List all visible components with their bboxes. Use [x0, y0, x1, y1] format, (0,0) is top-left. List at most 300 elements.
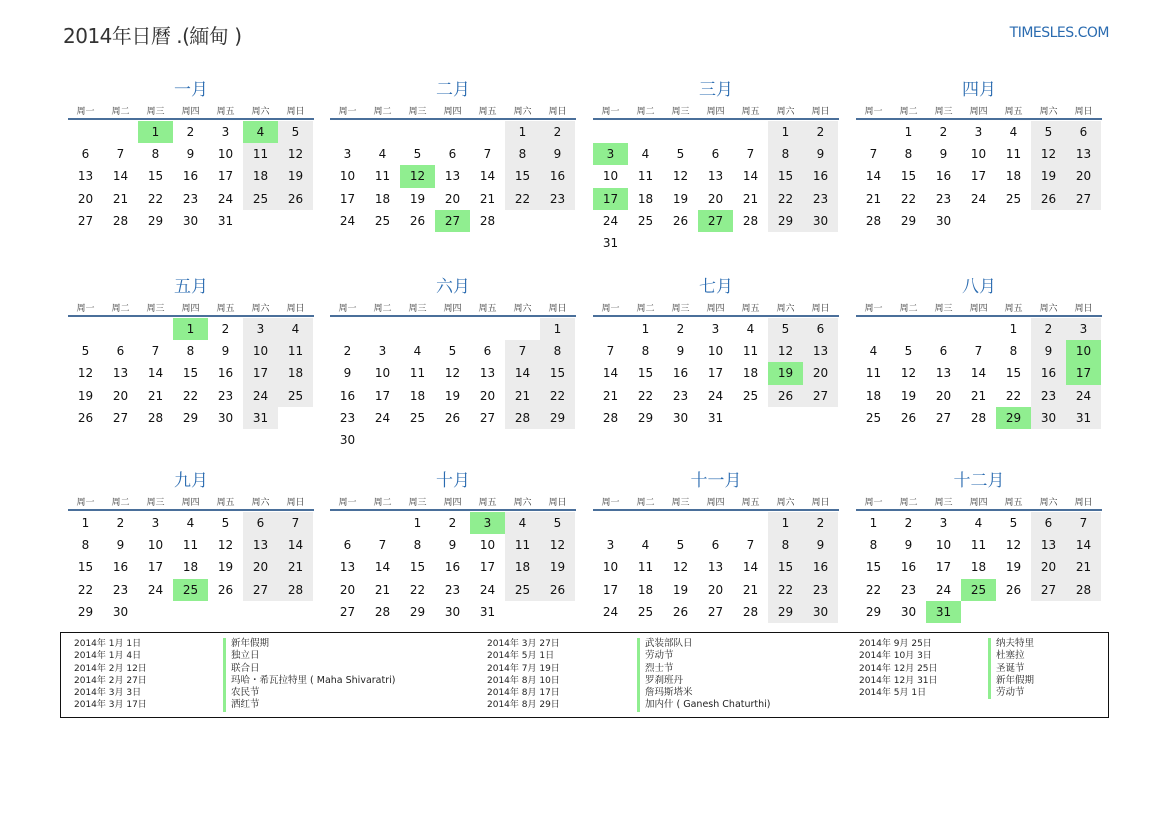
weekday-label: 周一 — [76, 304, 95, 314]
holiday-name: 劳动节 — [988, 687, 1034, 699]
day-cell: 28 — [514, 410, 531, 425]
day-cell: 28 — [865, 213, 882, 228]
day-cell: 22 — [182, 388, 199, 403]
day-cell: 18 — [970, 560, 987, 575]
weekday-label: 周五 — [216, 498, 235, 508]
day-cell: 5 — [553, 516, 562, 530]
day-cell: 5 — [291, 125, 300, 139]
weekday-label: 周三 — [408, 107, 427, 117]
day-cell: 21 — [970, 388, 987, 403]
weekday-label: 周五 — [478, 498, 497, 508]
holiday-day-cell: 27 — [698, 210, 733, 232]
day-cell: 26 — [409, 213, 426, 228]
day-cell: 5 — [676, 538, 685, 553]
day-cell: 27 — [707, 604, 724, 619]
day-cell: 3 — [221, 125, 230, 139]
day-cell: 9 — [676, 344, 685, 359]
day-cell: 18 — [409, 388, 426, 403]
weekday-label: 周二 — [111, 498, 130, 508]
holiday-day-cell: 17 — [1066, 362, 1101, 384]
day-cell: 28 — [147, 410, 164, 425]
day-cell: 19 — [444, 388, 461, 403]
day-cell: 12 — [900, 366, 917, 381]
day-cell: 12 — [672, 169, 689, 184]
weekday-label: 周二 — [111, 304, 130, 314]
holiday-name: 农民节 — [223, 687, 395, 699]
weekday-label: 周四 — [443, 498, 462, 508]
day-cell: 16 — [935, 169, 952, 184]
day-cell: 29 — [549, 410, 566, 425]
holiday-date: 2014年 2月 12日 — [74, 663, 147, 674]
holiday-date: 2014年 3月 3日 — [74, 688, 142, 699]
holiday-name: 武装部队日 — [637, 638, 771, 650]
holiday-name: 詹玛斯塔米 — [637, 687, 771, 699]
day-cell: 9 — [221, 344, 230, 359]
weekday-label: 周一 — [864, 107, 883, 117]
day-cell: 22 — [409, 582, 426, 597]
day-cell: 30 — [444, 604, 461, 619]
weekday-label: 周二 — [899, 498, 918, 508]
weekday-label: 周日 — [548, 304, 567, 314]
day-cell: 5 — [221, 516, 230, 530]
holiday-name: 联合日 — [223, 663, 395, 675]
weekday-label: 周五 — [741, 498, 760, 508]
holiday-name-column — [988, 638, 1034, 699]
day-cell: 9 — [816, 147, 825, 162]
day-cell: 9 — [1044, 344, 1053, 359]
weekday-label: 周日 — [286, 107, 305, 117]
day-cell: 12 — [549, 538, 566, 553]
day-cell: 27 — [252, 582, 269, 597]
day-cell: 2 — [816, 516, 825, 530]
day-cell: 13 — [479, 366, 496, 381]
weekday-label: 周一 — [338, 498, 357, 508]
weekday-label: 周三 — [146, 498, 165, 508]
day-cell: 6 — [939, 344, 948, 359]
day-cell: 30 — [812, 213, 829, 228]
holiday-day-cell: 27 — [435, 210, 470, 232]
day-cell: 1 — [518, 125, 527, 139]
day-cell: 17 — [339, 191, 356, 206]
day-cell: 26 — [1040, 191, 1057, 206]
day-cell: 7 — [518, 344, 527, 359]
day-cell: 23 — [812, 191, 829, 206]
weekday-label: 周五 — [741, 107, 760, 117]
day-cell: 14 — [865, 169, 882, 184]
day-cell: 20 — [112, 388, 129, 403]
day-cell: 4 — [641, 538, 650, 553]
holiday-date: 2014年 9月 25日 — [859, 639, 932, 649]
day-cell: 31 — [707, 410, 724, 425]
day-cell: 10 — [707, 344, 724, 359]
holiday-name: 圣诞节 — [988, 663, 1034, 675]
day-cell: 8 — [781, 538, 790, 553]
day-cell: 20 — [812, 366, 829, 381]
day-cell: 31 — [217, 213, 234, 228]
day-cell: 1 — [413, 516, 422, 530]
holiday-date: 2014年 5月 1日 — [487, 651, 555, 662]
day-cell: 8 — [904, 147, 913, 162]
weekday-label: 周六 — [1039, 107, 1058, 117]
day-cell: 11 — [1005, 147, 1022, 162]
day-cell: 8 — [869, 538, 878, 553]
day-cell: 7 — [291, 516, 300, 530]
day-cell: 1 — [904, 125, 913, 139]
day-cell: 22 — [637, 388, 654, 403]
day-cell: 23 — [1040, 388, 1057, 403]
day-cell: 16 — [112, 560, 129, 575]
weekday-label: 周三 — [671, 107, 690, 117]
day-cell: 1 — [781, 125, 790, 139]
day-cell: 24 — [935, 582, 952, 597]
month-name: 六月 — [436, 277, 470, 297]
day-cell: 19 — [672, 191, 689, 206]
day-cell: 8 — [781, 147, 790, 162]
day-cell: 30 — [182, 213, 199, 228]
day-cell: 27 — [479, 410, 496, 425]
weekday-label: 周五 — [1004, 107, 1023, 117]
day-cell: 23 — [339, 410, 356, 425]
weekday-label: 周四 — [706, 107, 725, 117]
day-cell: 10 — [602, 169, 619, 184]
holiday-day-cell: 3 — [470, 512, 505, 534]
day-cell: 19 — [77, 388, 94, 403]
day-cell: 17 — [602, 582, 619, 597]
day-cell: 2 — [553, 125, 562, 139]
day-cell: 11 — [970, 538, 987, 553]
day-cell: 17 — [707, 366, 724, 381]
day-cell: 21 — [514, 388, 531, 403]
day-cell: 31 — [1075, 410, 1092, 425]
day-cell: 27 — [935, 410, 952, 425]
day-cell: 28 — [1075, 582, 1092, 597]
day-cell: 12 — [1005, 538, 1022, 553]
holiday-date: 2014年 8月 17日 — [487, 688, 560, 699]
day-cell: 11 — [742, 344, 759, 359]
day-cell: 30 — [217, 410, 234, 425]
holiday-list — [60, 632, 1109, 718]
day-cell: 26 — [672, 213, 689, 228]
day-cell: 4 — [1009, 125, 1018, 139]
day-cell: 29 — [900, 213, 917, 228]
day-cell: 24 — [970, 191, 987, 206]
weekday-label: 周二 — [636, 107, 655, 117]
day-cell: 3 — [151, 516, 160, 530]
holiday-name: 洒红节 — [223, 699, 395, 711]
day-cell: 18 — [252, 169, 269, 184]
month-name: 十一月 — [690, 471, 742, 491]
day-cell: 6 — [711, 538, 720, 553]
day-cell: 1 — [869, 516, 878, 530]
day-cell: 22 — [865, 582, 882, 597]
day-cell: 15 — [409, 560, 426, 575]
day-cell: 21 — [287, 560, 304, 575]
holiday-date: 2014年 1月 1日 — [74, 639, 142, 649]
day-cell: 17 — [252, 366, 269, 381]
day-cell: 26 — [217, 582, 234, 597]
weekday-label: 周三 — [146, 304, 165, 314]
day-cell: 25 — [514, 582, 531, 597]
day-cell: 10 — [374, 366, 391, 381]
day-cell: 12 — [77, 366, 94, 381]
day-cell: 30 — [812, 604, 829, 619]
day-cell: 21 — [602, 388, 619, 403]
weekday-label: 周四 — [706, 498, 725, 508]
day-cell: 17 — [970, 169, 987, 184]
weekday-label: 周三 — [671, 304, 690, 314]
day-cell: 6 — [816, 322, 825, 336]
day-cell: 8 — [553, 344, 562, 359]
day-cell: 16 — [812, 169, 829, 184]
day-cell: 6 — [1079, 125, 1088, 139]
day-cell: 9 — [343, 366, 352, 381]
day-cell: 15 — [514, 169, 531, 184]
day-cell: 24 — [602, 604, 619, 619]
day-cell: 11 — [287, 344, 304, 359]
day-cell: 26 — [287, 191, 304, 206]
day-cell: 16 — [1040, 366, 1057, 381]
day-cell: 16 — [339, 388, 356, 403]
weekday-label: 周一 — [338, 304, 357, 314]
day-cell: 27 — [339, 604, 356, 619]
day-cell: 7 — [378, 538, 387, 553]
day-cell: 15 — [147, 169, 164, 184]
day-cell: 25 — [742, 388, 759, 403]
day-cell: 15 — [900, 169, 917, 184]
day-cell: 5 — [904, 344, 913, 359]
day-cell: 16 — [812, 560, 829, 575]
day-cell: 22 — [1005, 388, 1022, 403]
weekday-label: 周三 — [146, 107, 165, 117]
weekday-label: 周五 — [1004, 498, 1023, 508]
month-name: 五月 — [174, 277, 208, 297]
day-cell: 18 — [637, 582, 654, 597]
day-cell: 11 — [252, 147, 269, 162]
holiday-name: 烈士节 — [637, 663, 771, 675]
day-cell: 25 — [865, 410, 882, 425]
day-cell: 21 — [865, 191, 882, 206]
weekday-label: 周五 — [216, 107, 235, 117]
day-cell: 13 — [252, 538, 269, 553]
day-cell: 24 — [374, 410, 391, 425]
day-cell: 18 — [287, 366, 304, 381]
holiday-day-cell: 25 — [961, 579, 996, 601]
day-cell: 30 — [935, 213, 952, 228]
day-cell: 10 — [479, 538, 496, 553]
weekday-label: 周一 — [76, 498, 95, 508]
day-cell: 15 — [777, 560, 794, 575]
holiday-name: 劳动节 — [637, 650, 771, 662]
day-cell: 21 — [112, 191, 129, 206]
day-cell: 14 — [374, 560, 391, 575]
day-cell: 1 — [553, 322, 562, 336]
weekday-label: 周六 — [513, 498, 532, 508]
holiday-name: 新年假期 — [988, 675, 1034, 687]
day-cell: 7 — [869, 147, 878, 162]
day-cell: 25 — [287, 388, 304, 403]
day-cell: 13 — [77, 169, 94, 184]
month-divider — [68, 118, 314, 120]
holiday-date-column — [74, 638, 147, 712]
weekday-label: 周二 — [373, 498, 392, 508]
weekday-label: 周五 — [478, 107, 497, 117]
day-cell: 29 — [77, 604, 94, 619]
weekday-label: 周二 — [373, 304, 392, 314]
day-cell: 12 — [217, 538, 234, 553]
day-cell: 7 — [151, 344, 160, 359]
day-cell: 4 — [186, 516, 195, 530]
day-cell: 28 — [479, 213, 496, 228]
weekday-label: 周四 — [706, 304, 725, 314]
weekday-label: 周六 — [513, 107, 532, 117]
day-cell: 2 — [116, 516, 125, 530]
weekday-label: 周一 — [338, 107, 357, 117]
day-cell: 18 — [742, 366, 759, 381]
day-cell: 3 — [343, 147, 352, 162]
day-cell: 28 — [970, 410, 987, 425]
day-cell: 1 — [81, 516, 90, 530]
day-cell: 13 — [1075, 147, 1092, 162]
day-cell: 20 — [444, 191, 461, 206]
day-cell: 31 — [479, 604, 496, 619]
month-divider — [856, 315, 1102, 317]
holiday-date: 2014年 7月 19日 — [487, 663, 560, 674]
day-cell: 25 — [637, 604, 654, 619]
day-cell: 20 — [1075, 169, 1092, 184]
month-name: 十月 — [436, 471, 470, 491]
weekday-label: 周一 — [601, 498, 620, 508]
day-cell: 4 — [974, 516, 983, 530]
day-cell: 14 — [287, 538, 304, 553]
day-cell: 22 — [514, 191, 531, 206]
day-cell: 10 — [339, 169, 356, 184]
day-cell: 26 — [444, 410, 461, 425]
weekday-label: 周日 — [548, 498, 567, 508]
weekday-label: 周三 — [934, 107, 953, 117]
month-divider — [68, 315, 314, 317]
day-cell: 9 — [904, 538, 913, 553]
day-cell: 8 — [641, 344, 650, 359]
day-cell: 7 — [116, 147, 125, 162]
weekday-label: 周三 — [934, 304, 953, 314]
day-cell: 13 — [1040, 538, 1057, 553]
weekday-label: 周五 — [741, 304, 760, 314]
day-cell: 8 — [413, 538, 422, 553]
day-cell: 12 — [444, 366, 461, 381]
weekday-label: 周四 — [969, 107, 988, 117]
day-cell: 14 — [147, 366, 164, 381]
day-cell: 19 — [287, 169, 304, 184]
day-cell: 22 — [777, 191, 794, 206]
day-cell: 14 — [514, 366, 531, 381]
day-cell: 23 — [812, 582, 829, 597]
day-cell: 21 — [742, 191, 759, 206]
holiday-day-cell: 19 — [768, 362, 803, 384]
day-cell: 4 — [641, 147, 650, 162]
day-cell: 14 — [602, 366, 619, 381]
day-cell: 27 — [1075, 191, 1092, 206]
day-cell: 9 — [553, 147, 562, 162]
holiday-date-column — [859, 638, 938, 699]
day-cell: 23 — [182, 191, 199, 206]
day-cell: 19 — [549, 560, 566, 575]
holiday-day-cell: 10 — [1066, 340, 1101, 362]
day-cell: 26 — [549, 582, 566, 597]
weekday-label: 周六 — [1039, 304, 1058, 314]
weekday-label: 周三 — [934, 498, 953, 508]
day-cell: 3 — [939, 516, 948, 530]
holiday-date: 2014年 5月 1日 — [859, 688, 927, 699]
month-name: 一月 — [174, 80, 208, 100]
holiday-day-cell: 31 — [926, 601, 961, 623]
day-cell: 13 — [339, 560, 356, 575]
day-cell: 17 — [479, 560, 496, 575]
weekday-label: 周日 — [1074, 498, 1093, 508]
weekday-label: 周日 — [811, 304, 830, 314]
day-cell: 18 — [374, 191, 391, 206]
day-cell: 14 — [742, 560, 759, 575]
day-cell: 26 — [77, 410, 94, 425]
day-cell: 20 — [252, 560, 269, 575]
day-cell: 6 — [81, 147, 90, 162]
weekday-label: 周四 — [181, 107, 200, 117]
month-divider — [68, 509, 314, 511]
day-cell: 6 — [116, 344, 125, 359]
day-cell: 2 — [816, 125, 825, 139]
day-cell: 16 — [444, 560, 461, 575]
day-cell: 3 — [378, 344, 387, 359]
day-cell: 18 — [514, 560, 531, 575]
day-cell: 29 — [777, 213, 794, 228]
day-cell: 3 — [711, 322, 720, 336]
weekday-label: 周二 — [111, 107, 130, 117]
holiday-name-column — [223, 638, 395, 712]
day-cell: 22 — [147, 191, 164, 206]
weekday-label: 周六 — [776, 304, 795, 314]
day-cell: 6 — [343, 538, 352, 553]
day-cell: 13 — [812, 344, 829, 359]
day-cell: 22 — [777, 582, 794, 597]
day-cell: 15 — [777, 169, 794, 184]
holiday-date: 2014年 8月 29日 — [487, 700, 560, 711]
day-cell: 30 — [900, 604, 917, 619]
day-cell: 16 — [672, 366, 689, 381]
day-cell: 28 — [602, 410, 619, 425]
day-cell: 8 — [81, 538, 90, 553]
day-cell: 24 — [1075, 388, 1092, 403]
day-cell: 16 — [900, 560, 917, 575]
day-cell: 10 — [252, 344, 269, 359]
day-cell: 7 — [746, 538, 755, 553]
day-cell: 19 — [1005, 560, 1022, 575]
day-cell: 9 — [116, 538, 125, 553]
day-cell: 1 — [641, 322, 650, 336]
holiday-name: 纳夫特里 — [988, 638, 1034, 650]
holiday-date: 2014年 10月 3日 — [859, 651, 932, 662]
day-cell: 2 — [186, 125, 195, 139]
day-cell: 30 — [112, 604, 129, 619]
holiday-date: 2014年 8月 10日 — [487, 675, 560, 686]
day-cell: 20 — [707, 582, 724, 597]
month-divider — [593, 509, 839, 511]
day-cell: 28 — [287, 582, 304, 597]
day-cell: 27 — [112, 410, 129, 425]
weekday-label: 周六 — [776, 107, 795, 117]
day-cell: 3 — [606, 538, 615, 553]
site-brand-link[interactable]: TIMESLES.COM — [1009, 25, 1109, 41]
weekday-label: 周六 — [1039, 498, 1058, 508]
day-cell: 12 — [777, 344, 794, 359]
